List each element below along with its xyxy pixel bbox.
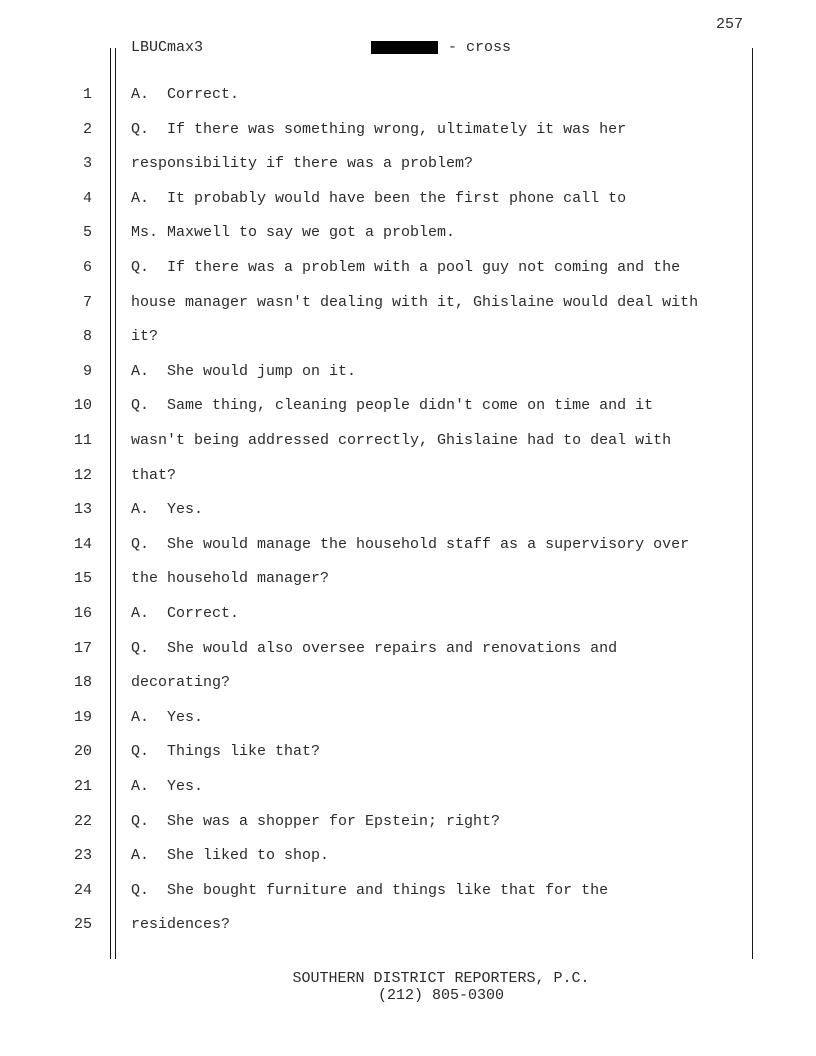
- line-text: Q. If there was a problem with a pool guy not coming and the: [131, 259, 681, 276]
- line-text: Q. She would manage the household staff as a supervisory over: [131, 535, 690, 553]
- footer-reporter: SOUTHERN DISTRICT REPORTERS, P.C.: [292, 970, 590, 987]
- line-number: 3: [82, 155, 92, 173]
- line-text: Q. If there was something wrong, ultimately it was her: [131, 120, 627, 138]
- line-text: Q. She would also oversee repairs and renovations and: [131, 639, 618, 657]
- line-text: responsibility if there was a problem?: [131, 155, 474, 173]
- line-text: A. Correct.: [131, 605, 240, 622]
- line-number: 13: [73, 501, 92, 519]
- line-number: 2: [82, 120, 92, 138]
- line-text: A. Yes.: [131, 778, 204, 795]
- line-number: 19: [73, 708, 92, 726]
- line-number: 1: [82, 86, 92, 103]
- line-text: residences?: [131, 916, 231, 934]
- line-number: 24: [73, 881, 92, 899]
- page-number: 257: [716, 16, 744, 33]
- line-text: house manager wasn't dealing with it, Ghislaine would deal with: [131, 293, 699, 311]
- line-number: 18: [73, 674, 92, 692]
- right-margin-rule: [752, 48, 753, 959]
- line-number: 25: [73, 916, 92, 934]
- line-text: Ms. Maxwell to say we got a problem.: [131, 224, 456, 242]
- line-number: 8: [82, 328, 92, 346]
- left-margin-rule-inner: [115, 48, 116, 959]
- line-text: Q. She was a shopper for Epstein; right?: [131, 812, 501, 830]
- redaction-bar: [371, 41, 438, 54]
- line-text: Q. Same thing, cleaning people didn't come on time and it: [131, 397, 654, 415]
- header-title: - cross: [448, 39, 512, 56]
- line-number: 15: [73, 570, 92, 588]
- line-number: 10: [73, 397, 92, 415]
- line-text: A. She would jump on it.: [131, 362, 357, 380]
- line-text: A. She liked to shop.: [131, 847, 330, 865]
- footer-phone: (212) 805-0300: [377, 987, 505, 1004]
- line-number: 5: [82, 224, 92, 242]
- line-number: 4: [82, 189, 92, 207]
- line-text: A. Yes.: [131, 501, 204, 519]
- line-text: decorating?: [131, 674, 231, 692]
- line-number: 6: [82, 259, 92, 276]
- line-text: A. It probably would have been the first phone call to: [131, 189, 627, 207]
- line-text: A. Yes.: [131, 708, 204, 726]
- line-number: 14: [73, 535, 92, 553]
- line-text: Q. She bought furniture and things like that for the: [131, 881, 609, 899]
- line-number: 16: [73, 605, 92, 622]
- line-number: 7: [82, 293, 92, 311]
- line-number: 23: [73, 847, 92, 865]
- line-number: 22: [73, 812, 92, 830]
- line-number: 21: [73, 778, 92, 795]
- line-number: 20: [73, 743, 92, 761]
- footer: [0, 970, 816, 1004]
- left-margin-rule: [110, 48, 111, 959]
- line-text: that?: [131, 466, 177, 484]
- line-number: 11: [73, 432, 92, 449]
- case-id: LBUCmax3: [131, 39, 204, 56]
- line-text: wasn't being addressed correctly, Ghislaine had to deal with: [131, 432, 672, 449]
- line-number: 17: [73, 639, 92, 657]
- line-text: it?: [131, 328, 159, 346]
- line-number: 12: [73, 466, 92, 484]
- line-text: A. Correct.: [131, 86, 240, 103]
- line-number: 9: [82, 362, 92, 380]
- line-text: the household manager?: [131, 570, 330, 588]
- line-text: Q. Things like that?: [131, 743, 321, 761]
